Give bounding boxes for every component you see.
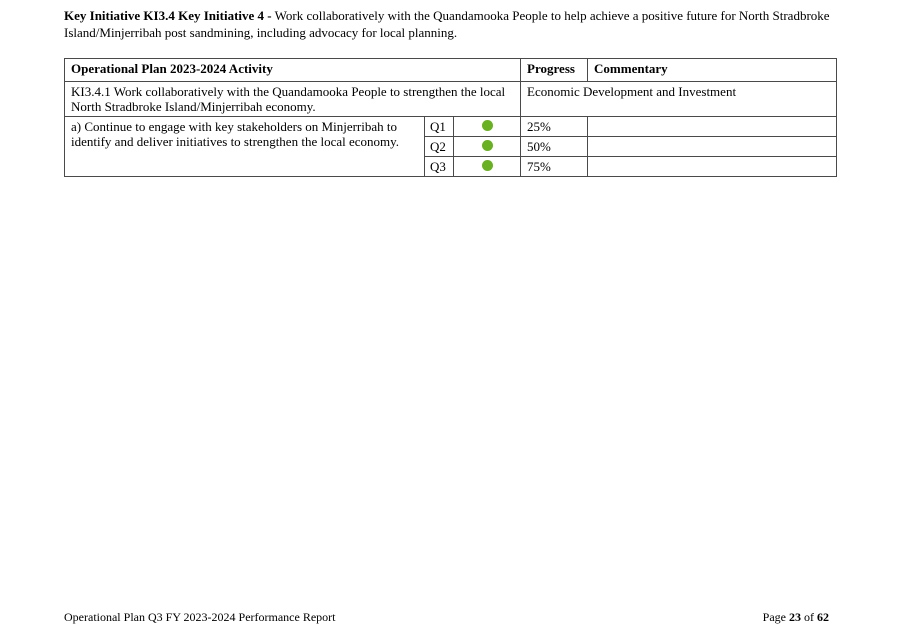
page-prefix: Page [762,610,786,624]
footer-report-title: Operational Plan Q3 FY 2023-2024 Performance Report [64,610,336,624]
page-of: of [804,610,814,624]
progress-value: 75% [521,157,588,177]
quarter-label: Q3 [425,157,454,177]
operational-plan-table [64,58,837,177]
header-progress: Progress [521,59,588,82]
quarter-label: Q1 [425,117,454,137]
activity-row [65,82,837,117]
footer-page-number [763,610,829,625]
commentary-cell [588,117,837,137]
status-cell [454,117,521,137]
page-total: 62 [817,610,829,624]
commentary-cell [588,157,837,177]
activity-description: KI3.4.1 Work collaboratively with the Quandamooka People to strengthen the local North Stradbroke Island/Minjerribah economy. [65,82,521,117]
status-cell [454,137,521,157]
activity-owner: Economic Development and Investment [521,82,837,117]
status-green-icon [482,160,493,171]
progress-value: 25% [521,117,588,137]
status-green-icon [482,140,493,151]
quarter-label: Q2 [425,137,454,157]
status-green-icon [482,120,493,131]
key-initiative-text: Work collaboratively with the Quandamooka People to help achieve a positive future for North Stradbroke Island/Minjerribah post sandmining, including advocacy for local planning. [64,8,830,40]
key-initiative-heading [64,7,844,41]
status-cell [454,157,521,177]
header-commentary: Commentary [588,59,837,82]
quarter-row-q1 [65,117,837,137]
key-initiative-label: Key Initiative KI3.4 Key Initiative 4 - [64,8,272,23]
commentary-cell [588,137,837,157]
page-current: 23 [789,610,801,624]
progress-value: 50% [521,137,588,157]
header-activity: Operational Plan 2023-2024 Activity [65,59,521,82]
task-description: a) Continue to engage with key stakeholders on Minjerribah to identify and deliver initiatives to strengthen the local economy. [65,117,425,177]
table-header-row [65,59,837,82]
